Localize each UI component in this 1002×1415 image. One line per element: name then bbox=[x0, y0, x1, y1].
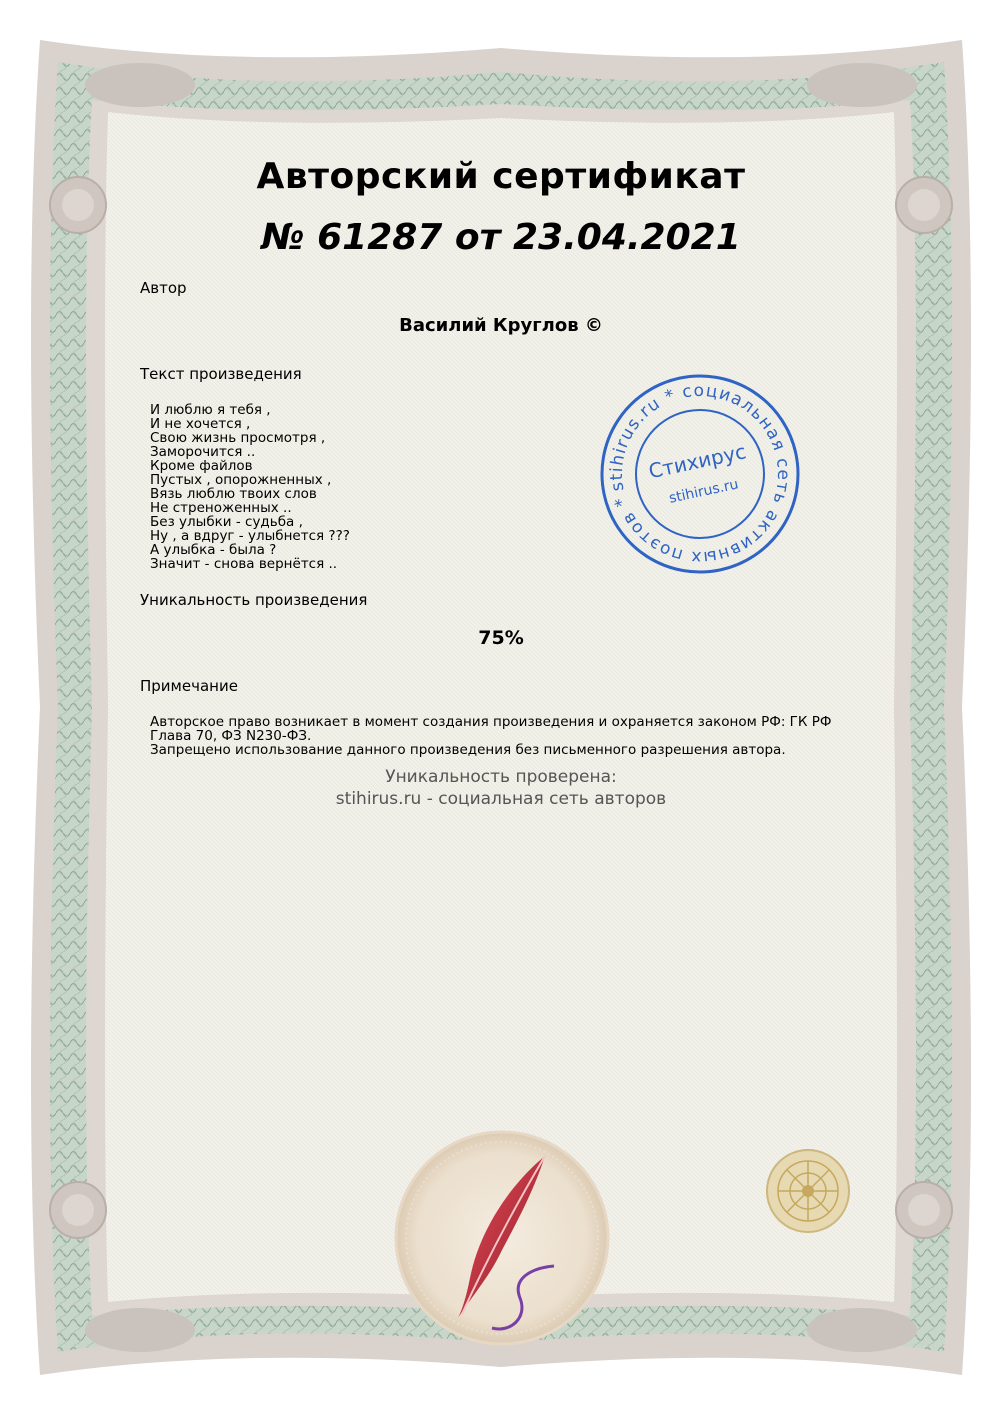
poem-line: А улыбка - была ? bbox=[150, 542, 277, 558]
poem-line: Свою жизнь просмотря , bbox=[150, 430, 326, 446]
note-copyright-line: Авторское право возникает в момент создания произведения и охраняется законом РФ: ГК РФ Глава 70, ФЗ N230-ФЗ. bbox=[150, 714, 832, 744]
work-text-label: Текст произведения bbox=[140, 365, 302, 383]
uniqueness-label: Уникальность произведения bbox=[140, 591, 368, 609]
author-name: Василий Круглов © bbox=[399, 315, 603, 336]
poem-line: Без улыбки - судьба , bbox=[150, 514, 303, 530]
note-text bbox=[150, 715, 850, 757]
note-prohibition-line: Запрещено использование данного произведения без письменного разрешения автора. bbox=[150, 742, 786, 758]
note-label: Примечание bbox=[140, 677, 238, 695]
certificate-title: Авторский сертификат bbox=[256, 156, 746, 197]
poem-line: Пустых , опорожненных , bbox=[150, 472, 332, 488]
certificate-number: № 61287 от 23.04.2021 bbox=[261, 217, 741, 258]
poem-line: Заморочится .. bbox=[150, 444, 256, 460]
uniqueness-value: 75% bbox=[478, 627, 524, 649]
stamp-seal bbox=[598, 372, 802, 576]
poem-line: Не стреноженных .. bbox=[150, 500, 292, 516]
poem-line: И не хочется , bbox=[150, 416, 251, 432]
svg-text:stihirus.ru * социальная сеть: stihirus.ru * социальная сеть активных поэтов * bbox=[606, 380, 794, 568]
svg-text:Стихирус: Стихирус bbox=[646, 439, 749, 484]
verification-line-1: Уникальность проверена: bbox=[385, 767, 617, 787]
poem-line: И люблю я тебя , bbox=[150, 402, 271, 418]
poem-text bbox=[150, 403, 350, 571]
gold-seal-icon bbox=[765, 1148, 851, 1234]
author-label: Автор bbox=[140, 279, 187, 297]
poem-line: Кроме файлов bbox=[150, 458, 253, 474]
svg-text:stihirus.ru: stihirus.ru bbox=[667, 476, 740, 507]
quill-emblem bbox=[392, 1128, 612, 1348]
poem-line: Вязь люблю твоих слов bbox=[150, 486, 317, 502]
poem-line: Значит - снова вернётся .. bbox=[150, 556, 338, 572]
poem-line: Ну , а вдруг - улыбнется ??? bbox=[150, 528, 350, 544]
verification-line-2: stihirus.ru - социальная сеть авторов bbox=[335, 789, 667, 809]
